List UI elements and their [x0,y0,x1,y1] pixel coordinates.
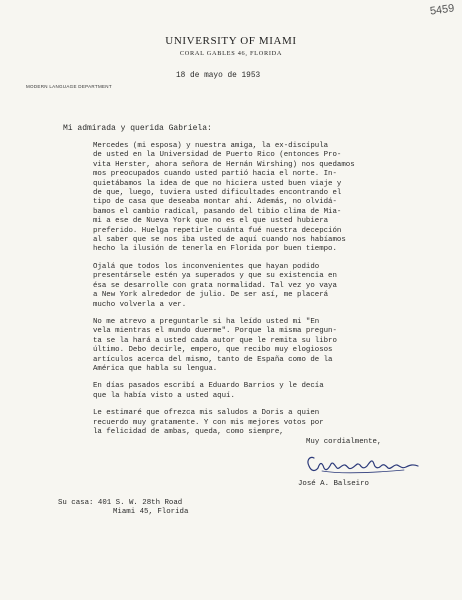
paragraph-4 [63,382,435,401]
paragraph-line: último. Debo decirle, empero, que recibo muy elogiosos [93,346,333,355]
paragraph-line: Ojalá que todos los inconvenientes que hayan podido [93,262,320,271]
paragraph-line: a New York alrededor de julio. De ser así, me placerá [93,291,329,300]
paragraph-line: artículos acerca del mismo, tanto de España como de la [93,355,333,364]
paragraph-line: preferido. Huelga repetirle cuánta fué nuestra decepción [93,226,342,235]
home-address [58,499,188,518]
paragraph-line: recuerdo muy gratamente. Y con mis mejores votos por [93,418,324,427]
paragraph-line: mi a ese de Nueva York que no es el que usted hubiera [93,217,329,226]
letterhead-location: CORAL GABLES 46, FLORIDA [179,50,283,57]
paragraph-3 [63,318,435,374]
paragraph-line: de que, luego, tuviera usted dificultades encontrando el [93,189,342,198]
paragraph-line: vela mientras el mundo duerme". Porque la misma pregun- [93,327,337,336]
paragraph-line: hecho la ilusión de tenerla en Florida por buen tiempo. [93,245,337,254]
paragraph-line: No me atrevo a preguntarle si ha leído usted mi "En [93,317,320,326]
handwritten-signature [300,452,440,478]
department-label: MODERN LANGUAGE DEPARTMENT [26,84,112,89]
paragraph-2 [63,263,435,310]
paragraph-line: En días pasados escribí a Eduardo Barrios y le decía [93,382,324,391]
paragraph-line: ta se la hará a usted cada autor que le remita su libro [93,336,337,345]
paragraph-line: quietábamos la idea de que no hiciera usted buen viaje y [93,179,342,188]
paragraph-line: tipo de casa que deseaba montar ahí. Además, no olvidá- [93,198,337,207]
paragraph-line: bamos el cambio radical, pasando del tibio clima de Mia- [93,207,342,216]
paragraph-5 [63,409,435,437]
paragraph-line: mos preocupados cuando usted partió hacia el norte. In- [93,170,337,179]
signer-name: José A. Balseiro [298,480,369,488]
paragraph-line: que la había visto a usted aquí. [93,391,235,400]
paragraph-line: América que habla su lengua. [93,364,218,373]
address-line-2: Miami 45, Florida [113,508,189,517]
paragraph-line: ésa se desarrolle con grata normalidad. Tal vez yo vaya [93,281,337,290]
letterhead-institution: UNIVERSITY OF MIAMI [165,35,297,47]
letterhead [0,35,462,58]
archive-number: 5459 [428,2,455,18]
letter-date: 18 de mayo de 1953 [176,72,261,80]
paragraph-line: Le estimaré que ofrezca mis saludos a Doris a quien [93,409,320,418]
paragraph-line: presentársele estén ya superados y que su existencia en [93,272,337,281]
paragraph-line: mucho volverla a ver. [93,300,187,309]
paragraph-line: vita Herster, ahora señora de Hernán Wirshing) nos quedamos [93,160,355,169]
paragraph-line: Mercedes (mi esposa) y nuestra amiga, la ex-discípula [93,142,329,150]
address-line-1: Su casa: 401 S. W. 28th Road [58,499,183,507]
salutation: Mi admirada y querida Gabriela: [63,124,212,133]
paragraph-1 [63,142,435,255]
paragraph-line: de usted en la Universidad de Puerto Rico (entonces Pro- [93,151,342,160]
paragraph-line: la felicidad de ambas, queda, como siempre, [93,427,284,436]
letter-body [63,142,435,445]
closing-line: Muy cordialmente, [306,438,382,446]
paragraph-line: al saber que se nos iba usted de aquí cuando nos habíamos [93,236,346,245]
